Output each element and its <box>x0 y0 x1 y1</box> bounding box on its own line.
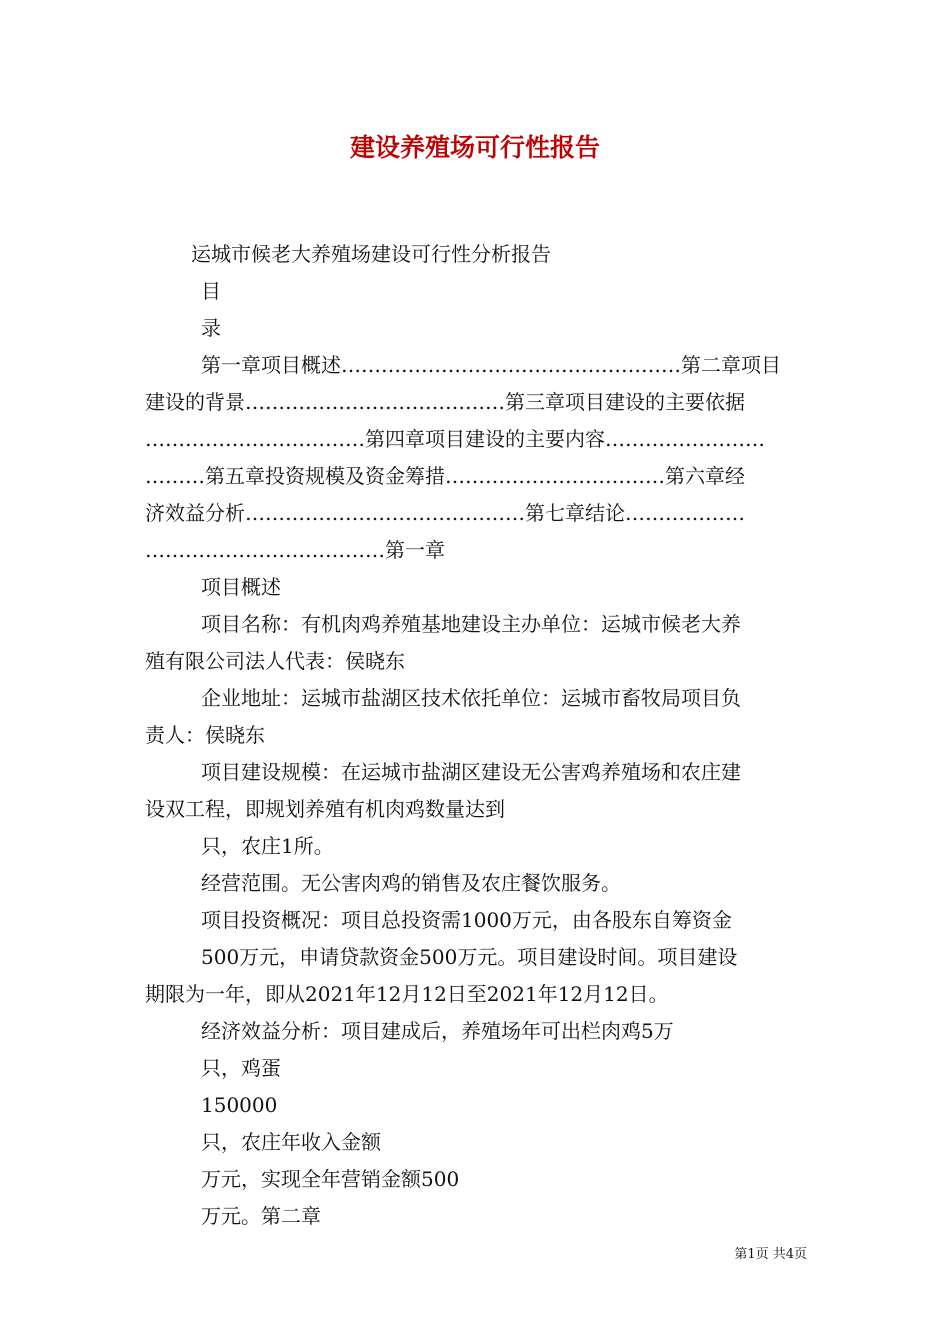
toc-line: 济效益分析……………………………………第七章结论……………… <box>145 501 745 525</box>
toc-line: ………………………………第一章 <box>145 538 445 562</box>
toc-heading-line: 目 <box>201 279 221 303</box>
report-subtitle: 运城市候老大养殖场建设可行性分析报告 <box>191 242 551 266</box>
page-number-footer: 第1页 共4页 <box>734 1247 807 1262</box>
paragraph-line: 设双工程，即规划养殖有机肉鸡数量达到 <box>145 797 505 821</box>
paragraph-line: 项目投资概况：项目总投资需1000万元，由各股东自筹资金 <box>201 908 732 932</box>
paragraph-line: 500万元，申请贷款资金500万元。项目建设时间。项目建设 <box>201 945 738 969</box>
toc-line: ………第五章投资规模及资金筹措……………………………第六章经 <box>145 464 745 488</box>
toc-line: ……………………………第四章项目建设的主要内容…………………… <box>145 427 765 451</box>
paragraph-line: 项目建设规模：在运城市盐湖区建设无公害鸡养殖场和农庄建 <box>201 760 741 784</box>
document-title: 建设养殖场可行性报告 <box>349 133 600 162</box>
paragraph-line: 殖有限公司法人代表：侯晓东 <box>145 649 405 673</box>
paragraph-line: 150000 <box>201 1093 278 1117</box>
paragraph-line: 经济效益分析：项目建成后，养殖场年可出栏肉鸡5万 <box>201 1019 674 1043</box>
paragraph-line: 企业地址：运城市盐湖区技术依托单位：运城市畜牧局项目负 <box>201 686 741 710</box>
paragraph-line: 期限为一年，即从2021年12月12日至2021年12月12日。 <box>145 982 669 1006</box>
toc-line: 第一章项目概述……………………………………………第二章项目 <box>201 353 781 377</box>
paragraph-line: 经营范围。无公害肉鸡的销售及农庄餐饮服务。 <box>201 871 621 895</box>
paragraph-line: 项目名称：有机肉鸡养殖基地建设主办单位：运城市候老大养 <box>201 612 741 636</box>
paragraph-line: 只，农庄1所。 <box>201 834 334 858</box>
paragraph-line: 万元。第二章 <box>201 1204 321 1228</box>
paragraph-line: 责人：侯晓东 <box>145 723 265 747</box>
toc-heading-line: 录 <box>201 316 221 340</box>
toc-line: 建设的背景…………………………………第三章项目建设的主要依据 <box>145 390 745 414</box>
chapter-heading: 项目概述 <box>201 575 281 599</box>
paragraph-line: 只，农庄年收入金额 <box>201 1130 381 1154</box>
document-body <box>145 236 810 1235</box>
paragraph-line: 万元，实现全年营销金额500 <box>201 1167 460 1191</box>
paragraph-line: 只，鸡蛋 <box>201 1056 281 1080</box>
